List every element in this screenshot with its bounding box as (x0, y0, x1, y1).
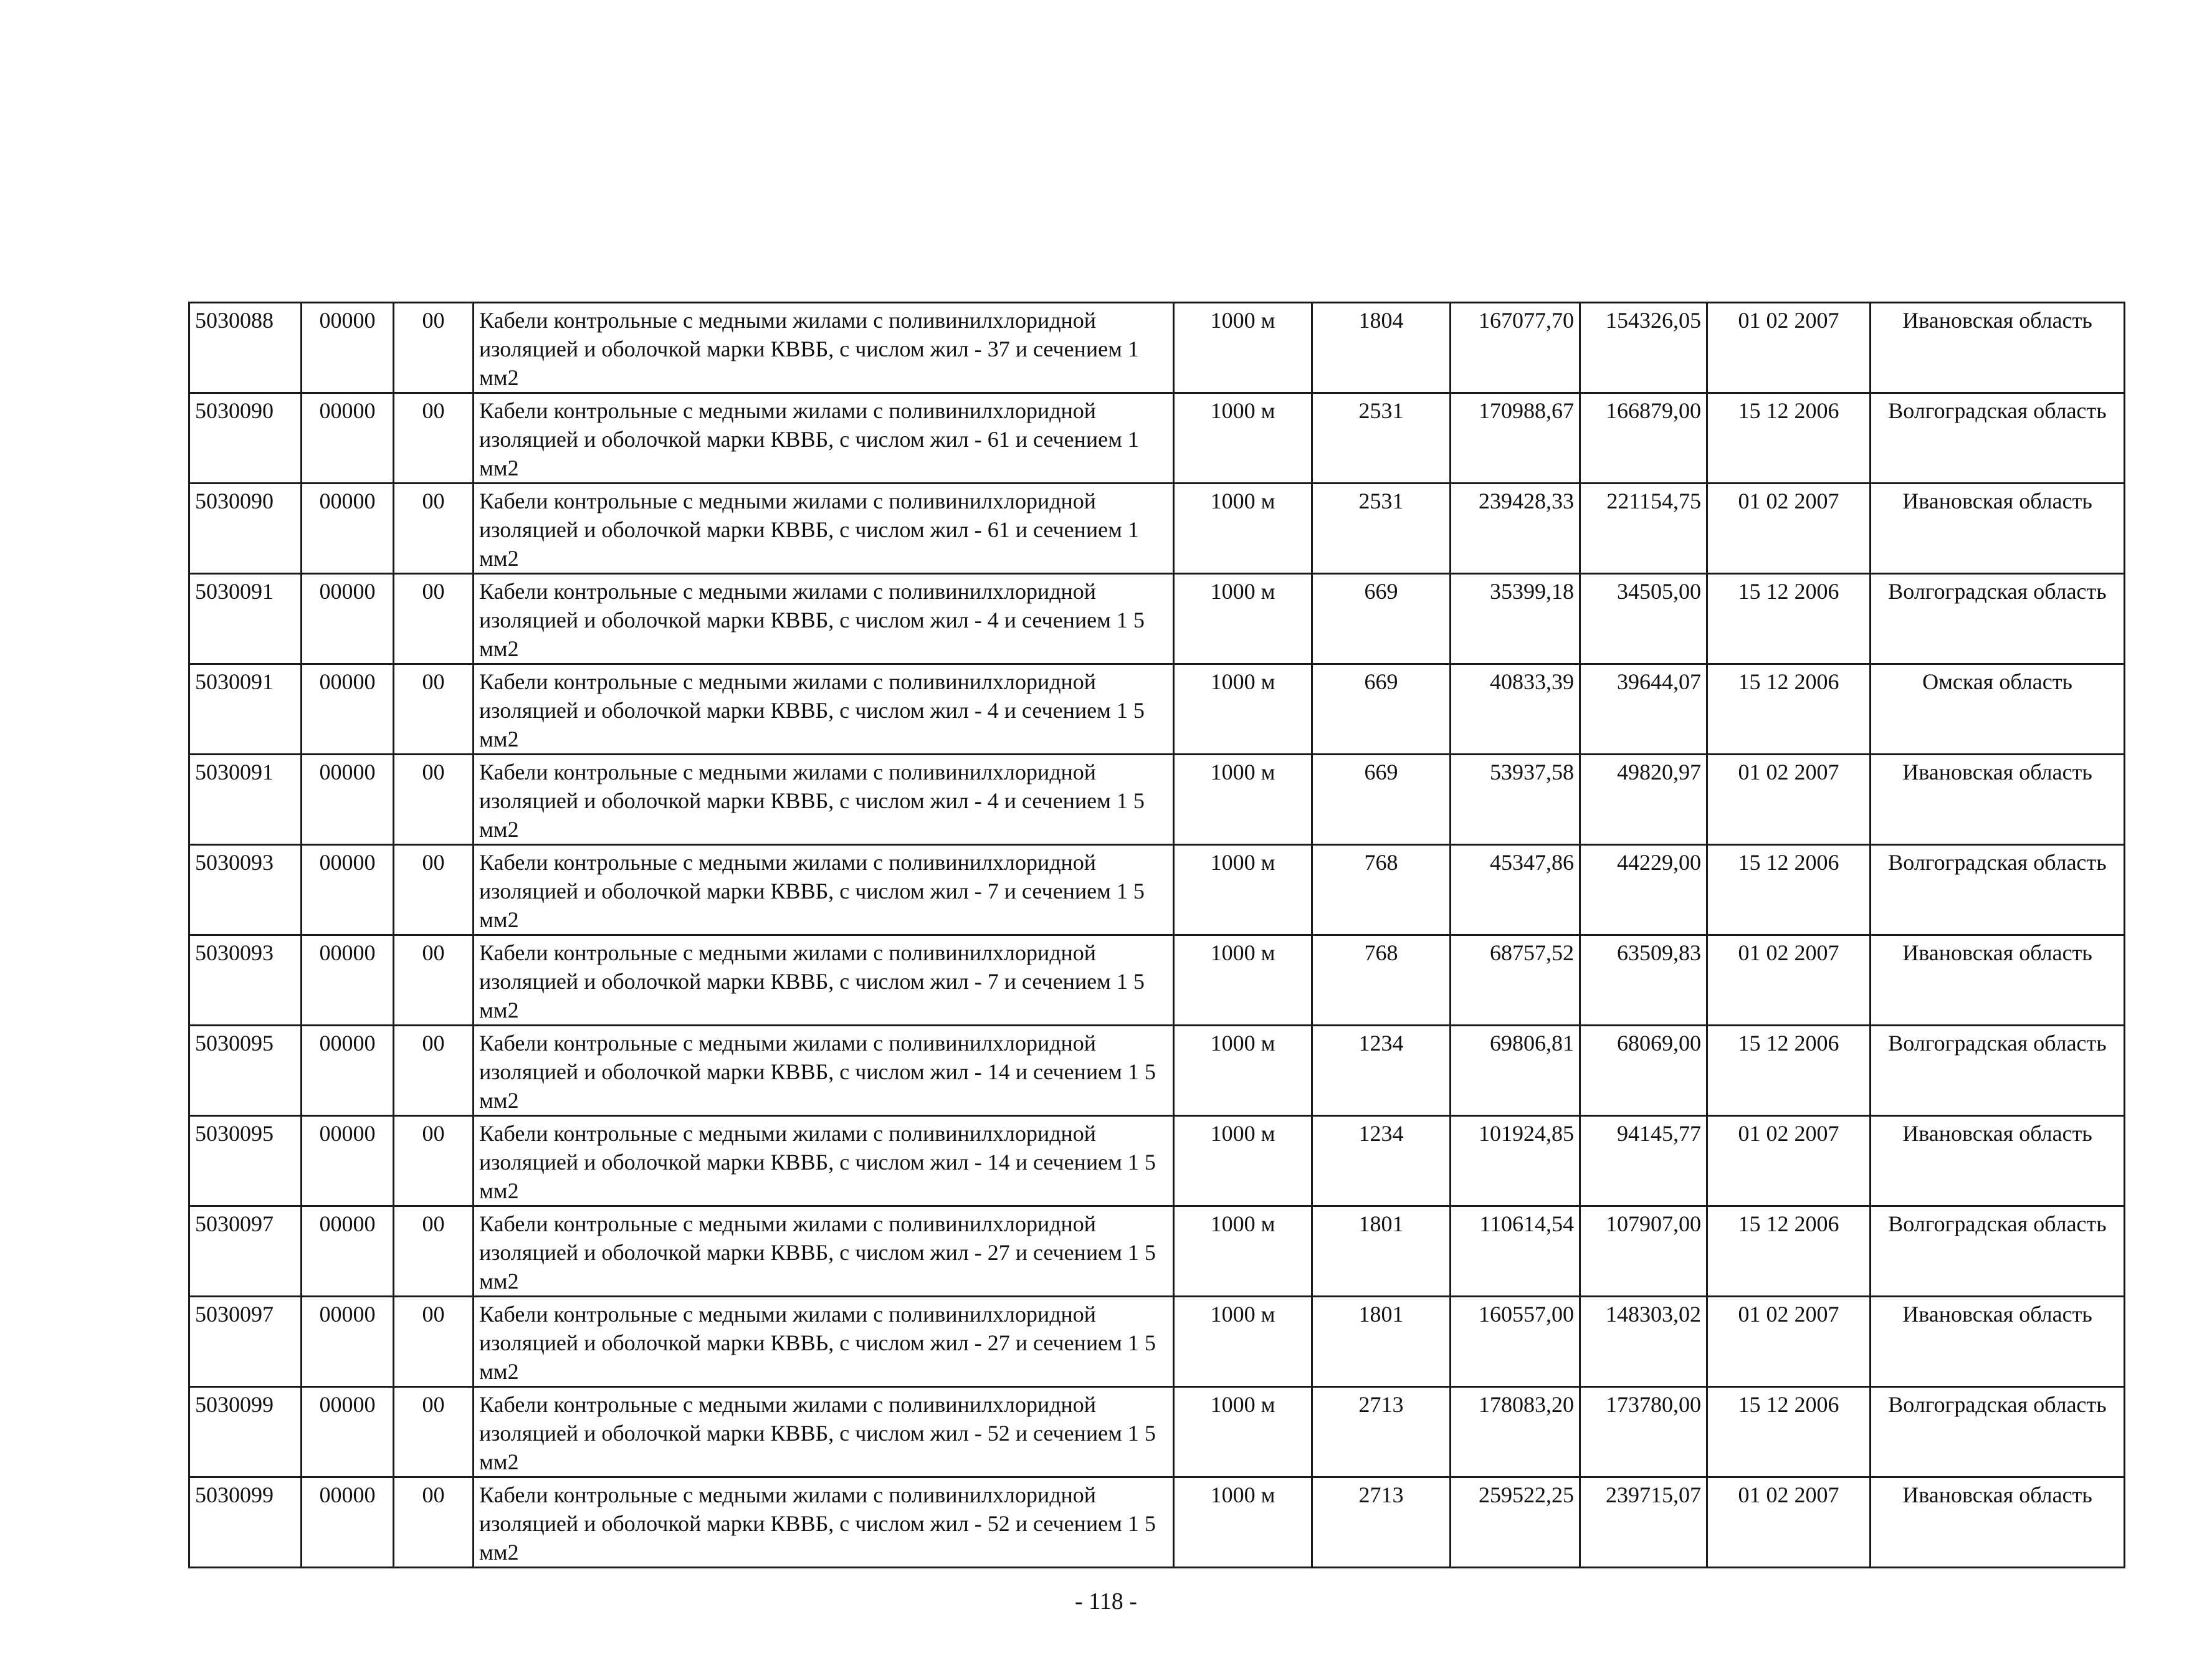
item-date: 01 02 2007 (1707, 755, 1871, 845)
item-unit: 1000 м (1174, 484, 1312, 574)
item-price-2: 49820,97 (1580, 755, 1707, 845)
item-price-1: 40833,39 (1451, 664, 1580, 755)
item-price-1: 239428,33 (1451, 484, 1580, 574)
item-region: Ивановская область (1871, 1297, 2125, 1387)
item-unit: 1000 м (1174, 755, 1312, 845)
item-price-1: 110614,54 (1451, 1206, 1580, 1297)
item-extension: 00 (394, 935, 474, 1026)
table-row (189, 484, 2125, 574)
item-description: Кабели контрольные с медными жилами с поливинилхлоридной изоляцией и оболочкой марки КВВБ, с числом жил - 61 и сечением 1 мм2 (474, 393, 1174, 484)
item-quantity: 1804 (1312, 303, 1451, 393)
page-number: - 118 - (1075, 1588, 1137, 1614)
item-unit: 1000 м (1174, 935, 1312, 1026)
item-extension: 00 (394, 1297, 474, 1387)
item-subcode: 00000 (302, 484, 394, 574)
item-date: 01 02 2007 (1707, 1297, 1871, 1387)
item-date: 15 12 2006 (1707, 1206, 1871, 1297)
item-region: Ивановская область (1871, 935, 2125, 1026)
item-code: 5030091 (189, 574, 302, 664)
item-code: 5030095 (189, 1116, 302, 1206)
item-code: 5030095 (189, 1026, 302, 1116)
item-price-2: 239715,07 (1580, 1477, 1707, 1568)
item-region: Волгоградская область (1871, 393, 2125, 484)
item-subcode: 00000 (302, 1297, 394, 1387)
table-row (189, 1387, 2125, 1477)
item-price-1: 167077,70 (1451, 303, 1580, 393)
item-quantity: 1234 (1312, 1026, 1451, 1116)
item-region: Ивановская область (1871, 755, 2125, 845)
item-description: Кабели контрольные с медными жилами с поливинилхлоридной изоляцией и оболочкой марки КВВБ, с числом жил - 61 и сечением 1 мм2 (474, 484, 1174, 574)
item-code: 5030091 (189, 664, 302, 755)
item-quantity: 768 (1312, 845, 1451, 935)
item-unit: 1000 м (1174, 1026, 1312, 1116)
item-description: Кабели контрольные с медными жилами с поливинилхлоридной изоляцией и оболочкой марки КВВБ, с числом жил - 14 и сечением 1 5 мм2 (474, 1116, 1174, 1206)
item-description: Кабели контрольные с медными жилами с поливинилхлоридной изоляцией и оболочкой марки КВВБ, с числом жил - 7 и сечением 1 5 мм2 (474, 845, 1174, 935)
item-subcode: 00000 (302, 755, 394, 845)
item-price-1: 101924,85 (1451, 1116, 1580, 1206)
item-description: Кабели контрольные с медными жилами с поливинилхлоридной изоляцией и оболочкой марки КВВБ, с числом жил - 4 и сечением 1 5 мм2 (474, 755, 1174, 845)
item-date: 01 02 2007 (1707, 484, 1871, 574)
item-unit: 1000 м (1174, 1206, 1312, 1297)
item-price-2: 148303,02 (1580, 1297, 1707, 1387)
item-description: Кабели контрольные с медными жилами с поливинилхлоридной изоляцией и оболочкой марки КВВБ, с числом жил - 14 и сечением 1 5 мм2 (474, 1026, 1174, 1116)
item-quantity: 2713 (1312, 1387, 1451, 1477)
table-row (189, 1206, 2125, 1297)
item-code: 5030099 (189, 1477, 302, 1568)
item-price-1: 45347,86 (1451, 845, 1580, 935)
item-date: 01 02 2007 (1707, 1116, 1871, 1206)
item-unit: 1000 м (1174, 393, 1312, 484)
item-price-2: 68069,00 (1580, 1026, 1707, 1116)
item-price-1: 68757,52 (1451, 935, 1580, 1026)
item-description: Кабели контрольные с медными жилами с поливинилхлоридной изоляцией и оболочкой марки КВВБ, с числом жил - 7 и сечением 1 5 мм2 (474, 935, 1174, 1026)
item-code: 5030097 (189, 1206, 302, 1297)
item-quantity: 2531 (1312, 484, 1451, 574)
item-extension: 00 (394, 393, 474, 484)
item-description: Кабели контрольные с медными жилами с поливинилхлоридной изоляцией и оболочкой марки КВВБ, с числом жил - 4 и сечением 1 5 мм2 (474, 574, 1174, 664)
item-subcode: 00000 (302, 664, 394, 755)
item-extension: 00 (394, 303, 474, 393)
item-price-1: 53937,58 (1451, 755, 1580, 845)
item-price-2: 34505,00 (1580, 574, 1707, 664)
item-unit: 1000 м (1174, 664, 1312, 755)
item-subcode: 00000 (302, 393, 394, 484)
item-description: Кабели контрольные с медными жилами с поливинилхлоридной изоляцией и оболочкой марки КВВБ, с числом жил - 27 и сечением 1 5 мм2 (474, 1206, 1174, 1297)
table-row (189, 845, 2125, 935)
item-date: 01 02 2007 (1707, 1477, 1871, 1568)
item-code: 5030093 (189, 935, 302, 1026)
table-row (189, 935, 2125, 1026)
item-subcode: 00000 (302, 1387, 394, 1477)
item-price-1: 35399,18 (1451, 574, 1580, 664)
item-price-2: 44229,00 (1580, 845, 1707, 935)
item-price-1: 170988,67 (1451, 393, 1580, 484)
item-extension: 00 (394, 1477, 474, 1568)
item-code: 5030090 (189, 484, 302, 574)
item-region: Ивановская область (1871, 303, 2125, 393)
item-extension: 00 (394, 664, 474, 755)
table-row (189, 574, 2125, 664)
table-row (189, 1477, 2125, 1568)
item-unit: 1000 м (1174, 303, 1312, 393)
item-subcode: 00000 (302, 574, 394, 664)
item-region: Омская область (1871, 664, 2125, 755)
item-subcode: 00000 (302, 1116, 394, 1206)
item-price-1: 160557,00 (1451, 1297, 1580, 1387)
item-date: 15 12 2006 (1707, 393, 1871, 484)
item-extension: 00 (394, 845, 474, 935)
item-description: Кабели контрольные с медными жилами с поливинилхлоридной изоляцией и оболочкой марки КВВБ, с числом жил - 4 и сечением 1 5 мм2 (474, 664, 1174, 755)
item-description: Кабели контрольные с медными жилами с поливинилхлоридной изоляцией и оболочкой марки КВВБ, с числом жил - 52 и сечением 1 5 мм2 (474, 1477, 1174, 1568)
item-date: 15 12 2006 (1707, 1387, 1871, 1477)
item-price-1: 69806,81 (1451, 1026, 1580, 1116)
item-code: 5030093 (189, 845, 302, 935)
table-row (189, 1116, 2125, 1206)
item-region: Волгоградская область (1871, 1026, 2125, 1116)
item-quantity: 669 (1312, 664, 1451, 755)
item-quantity: 669 (1312, 755, 1451, 845)
item-price-2: 166879,00 (1580, 393, 1707, 484)
item-price-2: 173780,00 (1580, 1387, 1707, 1477)
item-quantity: 669 (1312, 574, 1451, 664)
item-region: Волгоградская область (1871, 1206, 2125, 1297)
table-row (189, 1026, 2125, 1116)
item-unit: 1000 м (1174, 1297, 1312, 1387)
item-date: 01 02 2007 (1707, 935, 1871, 1026)
item-extension: 00 (394, 484, 474, 574)
item-region: Ивановская область (1871, 484, 2125, 574)
item-description: Кабели контрольные с медными жилами с поливинилхлоридной изоляцией и оболочкой марки КВВБ, с числом жил - 52 и сечением 1 5 мм2 (474, 1387, 1174, 1477)
item-date: 15 12 2006 (1707, 845, 1871, 935)
table-row (189, 393, 2125, 484)
item-price-2: 221154,75 (1580, 484, 1707, 574)
item-code: 5030099 (189, 1387, 302, 1477)
item-price-1: 178083,20 (1451, 1387, 1580, 1477)
table-row (189, 755, 2125, 845)
item-subcode: 00000 (302, 1477, 394, 1568)
item-quantity: 1234 (1312, 1116, 1451, 1206)
price-table (188, 302, 2125, 1568)
item-description: Кабели контрольные с медными жилами с поливинилхлоридной изоляцией и оболочкой марки КВВЬ, с числом жил - 27 и сечением 1 5 мм2 (474, 1297, 1174, 1387)
item-extension: 00 (394, 1116, 474, 1206)
item-date: 15 12 2006 (1707, 664, 1871, 755)
item-unit: 1000 м (1174, 1477, 1312, 1568)
item-date: 01 02 2007 (1707, 303, 1871, 393)
item-region: Волгоградская область (1871, 1387, 2125, 1477)
item-subcode: 00000 (302, 303, 394, 393)
item-price-2: 39644,07 (1580, 664, 1707, 755)
item-extension: 00 (394, 1206, 474, 1297)
item-subcode: 00000 (302, 1206, 394, 1297)
item-quantity: 2713 (1312, 1477, 1451, 1568)
item-price-1: 259522,25 (1451, 1477, 1580, 1568)
item-region: Волгоградская область (1871, 574, 2125, 664)
item-subcode: 00000 (302, 1026, 394, 1116)
item-quantity: 1801 (1312, 1297, 1451, 1387)
table-row (189, 1297, 2125, 1387)
item-extension: 00 (394, 574, 474, 664)
table-body (189, 303, 2125, 1568)
item-extension: 00 (394, 755, 474, 845)
item-quantity: 2531 (1312, 393, 1451, 484)
item-subcode: 00000 (302, 845, 394, 935)
item-price-2: 94145,77 (1580, 1116, 1707, 1206)
item-unit: 1000 м (1174, 845, 1312, 935)
item-price-2: 154326,05 (1580, 303, 1707, 393)
item-quantity: 1801 (1312, 1206, 1451, 1297)
item-code: 5030091 (189, 755, 302, 845)
item-description: Кабели контрольные с медными жилами с поливинилхлоридной изоляцией и оболочкой марки КВВБ, с числом жил - 37 и сечением 1 мм2 (474, 303, 1174, 393)
item-extension: 00 (394, 1026, 474, 1116)
item-extension: 00 (394, 1387, 474, 1477)
table-row (189, 303, 2125, 393)
item-price-2: 63509,83 (1580, 935, 1707, 1026)
item-quantity: 768 (1312, 935, 1451, 1026)
item-unit: 1000 м (1174, 574, 1312, 664)
item-code: 5030088 (189, 303, 302, 393)
item-unit: 1000 м (1174, 1387, 1312, 1477)
item-code: 5030090 (189, 393, 302, 484)
item-region: Ивановская область (1871, 1116, 2125, 1206)
item-region: Ивановская область (1871, 1477, 2125, 1568)
item-price-2: 107907,00 (1580, 1206, 1707, 1297)
table-row (189, 664, 2125, 755)
item-date: 15 12 2006 (1707, 1026, 1871, 1116)
item-date: 15 12 2006 (1707, 574, 1871, 664)
item-unit: 1000 м (1174, 1116, 1312, 1206)
item-code: 5030097 (189, 1297, 302, 1387)
item-subcode: 00000 (302, 935, 394, 1026)
item-region: Волгоградская область (1871, 845, 2125, 935)
